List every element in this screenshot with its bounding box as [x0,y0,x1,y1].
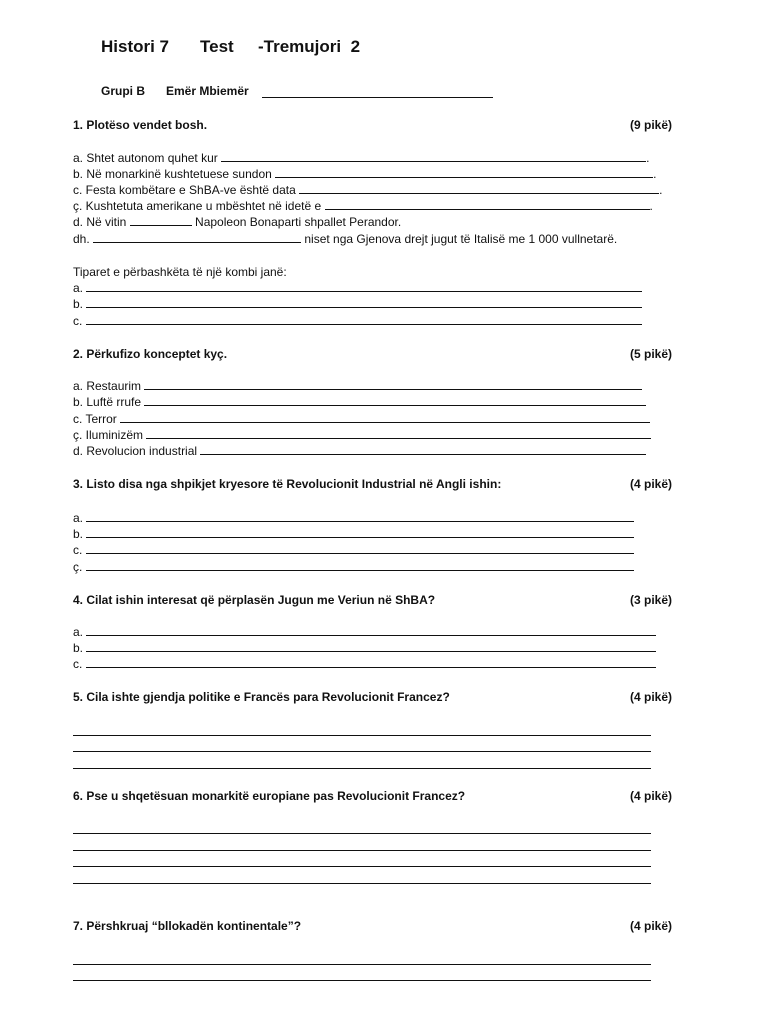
q1-blank-dh[interactable] [93,232,301,243]
q5-points: (4 pikë) [630,690,673,704]
answer-line[interactable] [73,751,651,752]
q1-sub-c: c. [73,314,642,328]
answer-line[interactable] [73,883,651,884]
q4-item-a: a. [73,625,656,639]
answer-line[interactable] [120,412,650,423]
q1-item-a: a. Shtet autonom quhet kur . [73,151,650,165]
answer-line[interactable] [86,297,642,308]
q1-blank-c[interactable] [299,183,659,194]
q1-item-dh: dh. niset nga Gjenova drejt jugut të Italisë me 1 000 vullnetarë. [73,232,618,246]
q7-title: 7. Përshkruaj “bllokadën kontinentale”? [73,919,302,933]
test-title: Test [200,37,234,56]
q1-sub-a: a. [73,281,642,295]
q1-blank-c-cedilla[interactable] [325,199,650,210]
name-label: Emër Mbiemër [166,84,249,98]
q1-blank-a[interactable] [221,151,646,162]
name-blank[interactable] [262,97,493,98]
answer-line[interactable] [86,281,642,292]
answer-line[interactable] [73,964,651,965]
answer-line[interactable] [144,379,642,390]
q1-item-c: c. Festa kombëtare e ShBA-ve është data . [73,183,663,197]
answer-line[interactable] [200,444,646,455]
q2-title: 2. Përkufizo konceptet kyç. [73,347,228,361]
answer-line[interactable] [73,850,651,851]
q2-item-a: a. Restaurim [73,379,642,393]
q3-item-a: a. [73,511,634,525]
answer-line[interactable] [86,527,634,538]
q4-item-b: b. [73,641,656,655]
answer-line[interactable] [73,735,651,736]
q1-subtitle: Tiparet e përbashkëta të një kombi janë: [73,265,287,279]
q3-item-c-cedilla: ç. [73,560,634,574]
answer-line[interactable] [73,980,651,981]
term-title: -Tremujori 2 [258,37,361,56]
q1-blank-d[interactable] [130,215,192,226]
answer-line[interactable] [86,543,634,554]
q3-points: (4 pikë) [630,477,673,491]
subject-title: Histori 7 [101,37,170,56]
q1-item-b: b. Në monarkinë kushtetuese sundon . [73,167,657,181]
q2-item-c-cedilla: ç. Iluminizëm [73,428,651,442]
q1-item-c-cedilla: ç. Kushtetuta amerikane u mbështet në idetë e . [73,199,653,213]
q1-sub-b: b. [73,297,642,311]
q7-points: (4 pikë) [630,919,673,933]
q1-title: 1. Plotëso vendet bosh. [73,118,208,132]
q2-item-d: d. Revolucion industrial [73,444,646,458]
q6-points: (4 pikë) [630,789,673,803]
q1-blank-b[interactable] [275,167,653,178]
q4-title: 4. Cilat ishin interesat që përplasën Jugun me Veriun në ShBA? [73,593,436,607]
answer-line[interactable] [73,768,651,769]
answer-line[interactable] [146,428,651,439]
answer-line[interactable] [86,641,656,652]
answer-line[interactable] [86,560,634,571]
q2-item-b: b. Luftë rrufe [73,395,646,409]
answer-line[interactable] [86,625,656,636]
q4-item-c: c. [73,657,656,671]
answer-line[interactable] [73,866,651,867]
answer-line[interactable] [86,657,656,668]
answer-line[interactable] [86,314,642,325]
q3-item-b: b. [73,527,634,541]
q6-title: 6. Pse u shqetësuan monarkitë europiane pas Revolucionit Francez? [73,789,466,803]
q4-points: (3 pikë) [630,593,673,607]
q2-item-c: c. Terror [73,412,650,426]
group-label: Grupi B [101,84,145,98]
q1-item-d: d. Në vitin Napoleon Bonaparti shpallet Perandor. [73,215,402,229]
q2-points: (5 pikë) [630,347,673,361]
q3-title: 3. Listo disa nga shpikjet kryesore të Revolucionit Industrial në Angli ishin: [73,477,502,491]
answer-line[interactable] [73,833,651,834]
answer-line[interactable] [86,511,634,522]
q1-points: (9 pikë) [630,118,673,132]
answer-line[interactable] [144,395,646,406]
q3-item-c: c. [73,543,634,557]
q5-title: 5. Cila ishte gjendja politike e Francës para Revolucionit Francez? [73,690,450,704]
